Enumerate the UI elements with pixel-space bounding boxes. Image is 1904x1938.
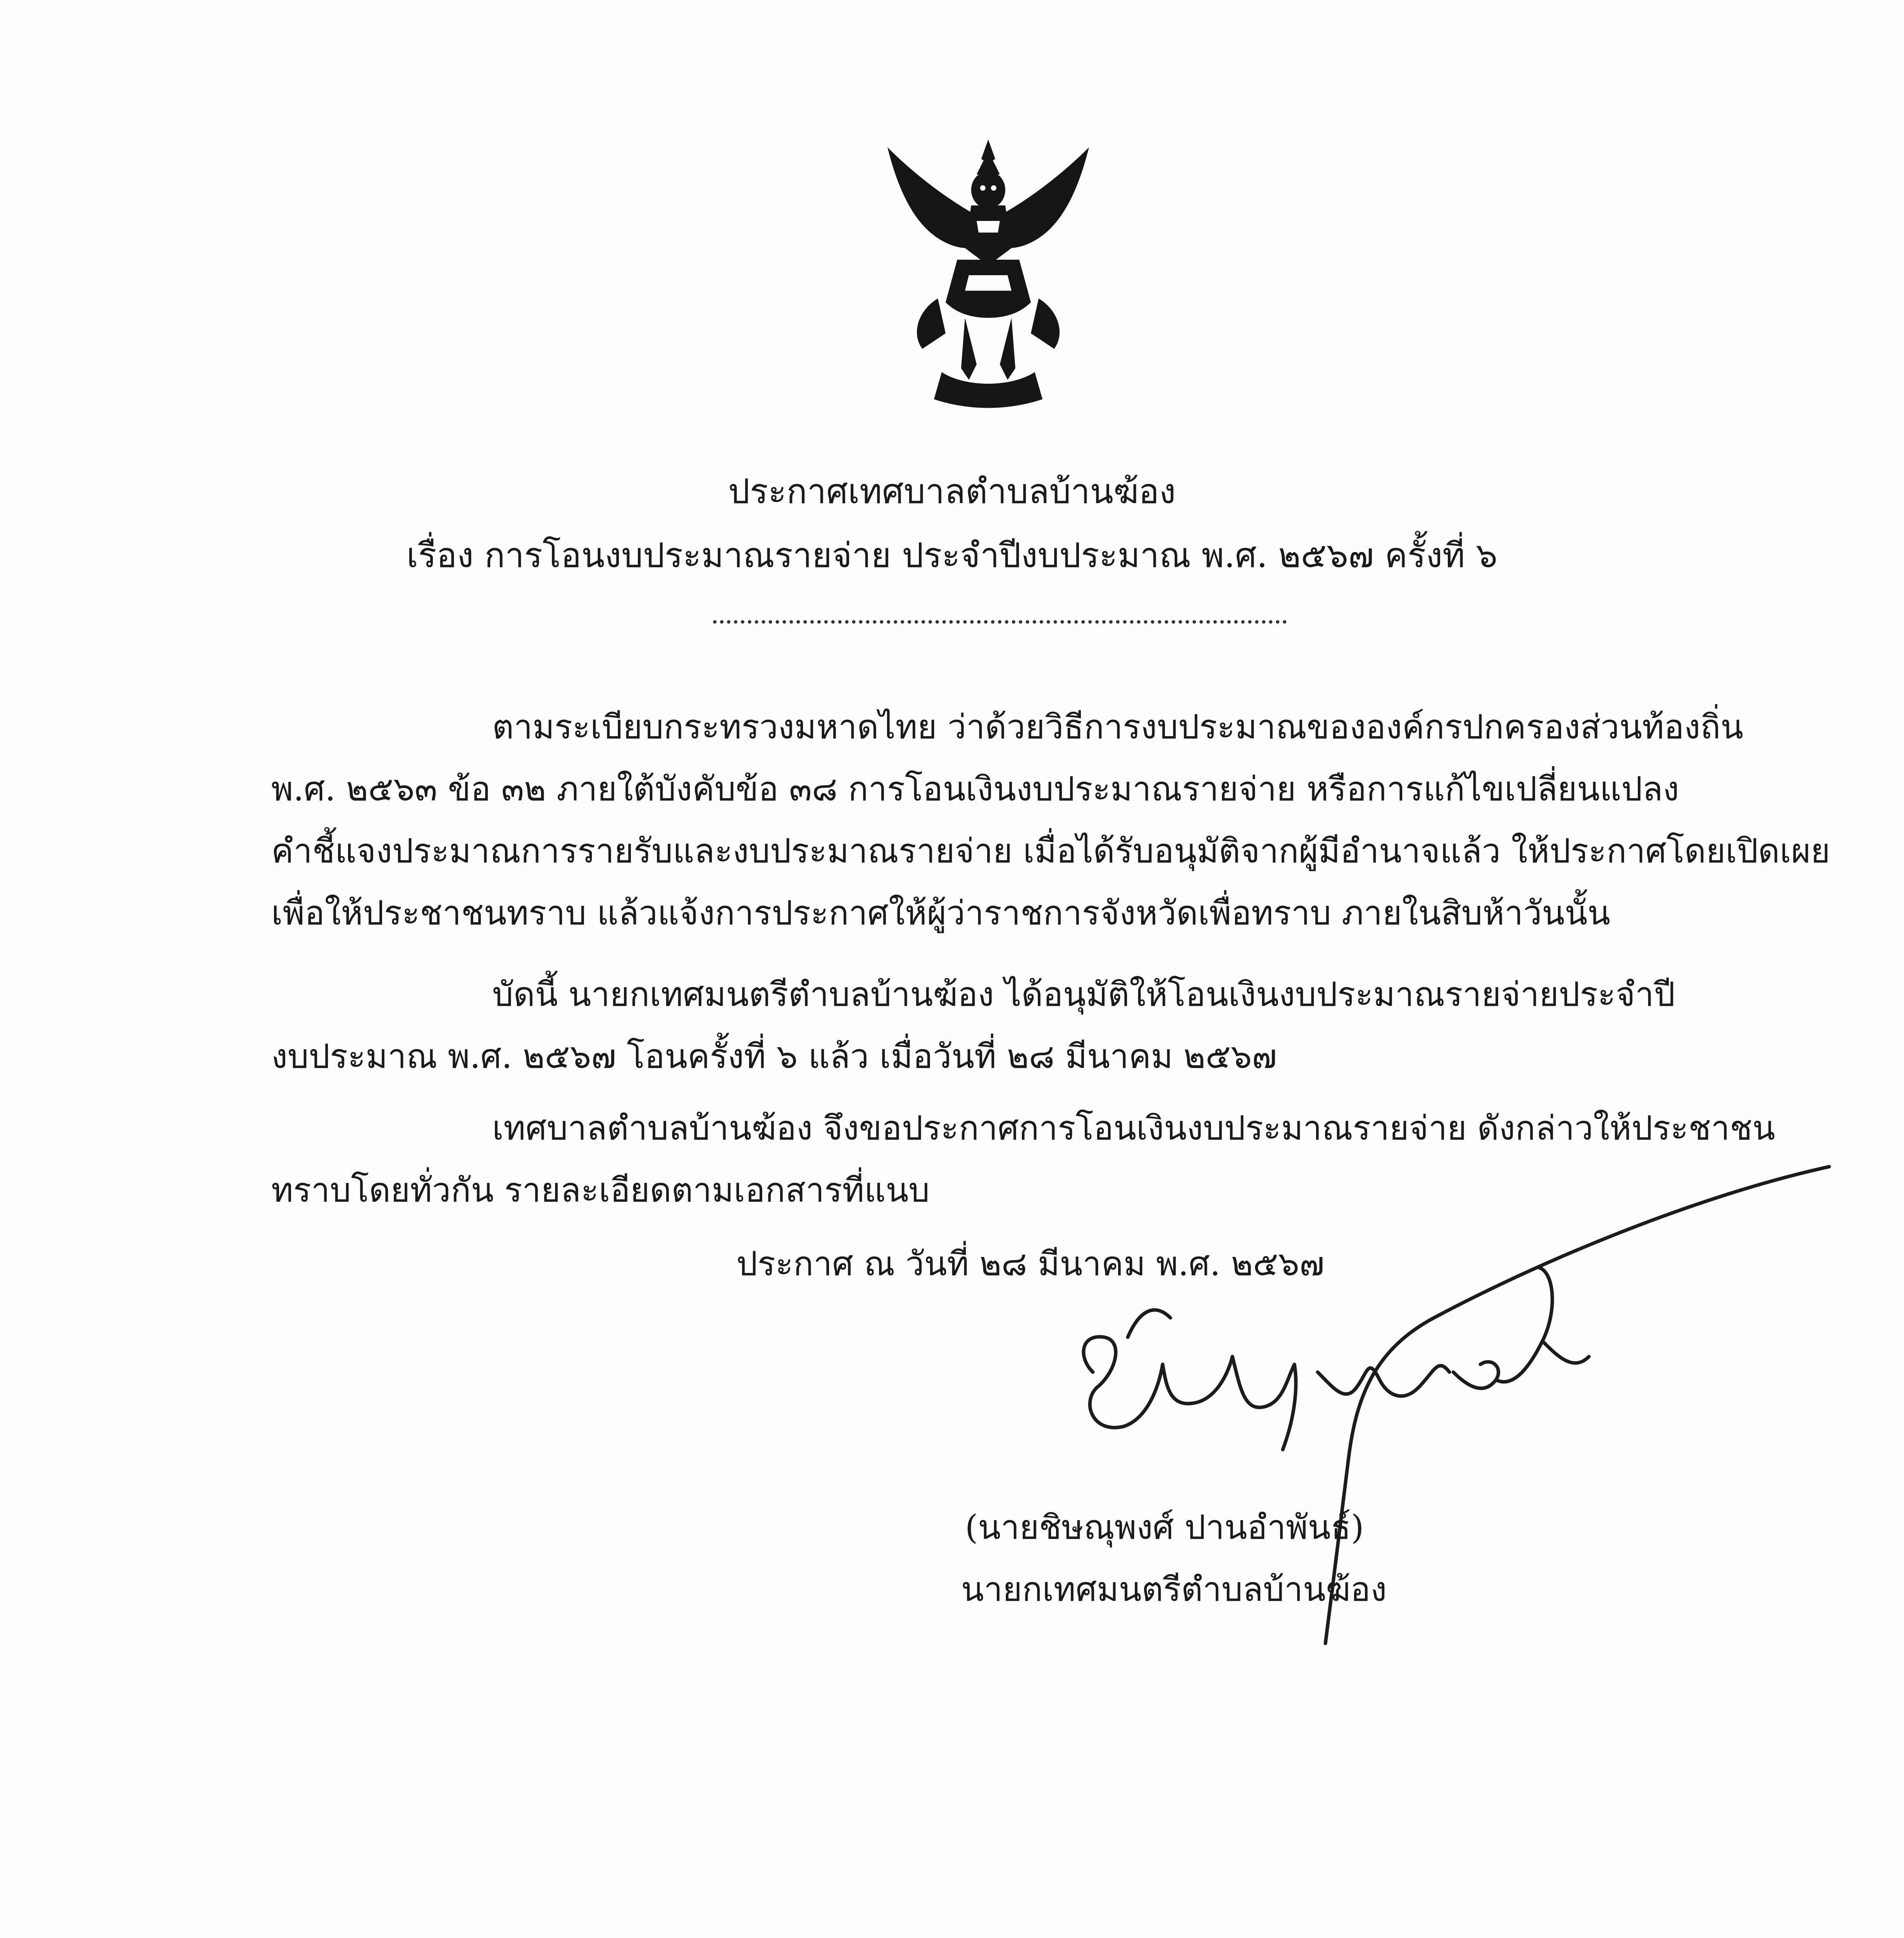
handwritten-signature-icon [1046, 1155, 1852, 1705]
garuda-emblem-icon [880, 132, 1097, 411]
announcement-subject: เรื่อง การโอนงบประมาณรายจ่าย ประจำปีงบประมาณ พ.ศ. ๒๕๖๗ ครั้งที่ ๖ [406, 535, 1498, 575]
paragraph-1-line-3: คำชี้แจงประมาณการรายรับและงบประมาณรายจ่าย เมื่อได้รับอนุมัติจากผู้มีอำนาจแล้ว ให้ประกาศโดยเปิดเผย [271, 832, 1830, 871]
paragraph-3-line-1: เทศบาลตำบลบ้านฆ้อง จึงขอประกาศการโอนเงินงบประมาณรายจ่าย ดังกล่าวให้ประชาชน [492, 1109, 1775, 1148]
paragraph-1-line-2: พ.ศ. ๒๕๖๓ ข้อ ๓๒ ภายใต้บังคับข้อ ๓๘ การโอนเงินงบประมาณรายจ่าย หรือการแก้ไขเปลี่ยนแปลง [271, 770, 1679, 809]
paragraph-2-line-2: งบประมาณ พ.ศ. ๒๕๖๗ โอนครั้งที่ ๖ แล้ว เมื่อวันที่ ๒๘ มีนาคม ๒๕๖๗ [271, 1037, 1277, 1076]
signatory-name: (นายชิษณุพงศ์ ปานอำพันธ์) [965, 1508, 1364, 1547]
paragraph-1-line-1: ตามระเบียบกระทรวงมหาดไทย ว่าด้วยวิธีการงบประมาณขององค์กรปกครองส่วนท้องถิ่น [492, 708, 1744, 747]
signatory-position: นายกเทศมนตรีตำบลบ้านฆ้อง [961, 1570, 1387, 1609]
announcement-title: ประกาศเทศบาลตำบลบ้านฆ้อง [728, 471, 1176, 511]
paragraph-2-line-1: บัดนี้ นายกเทศมนตรีตำบลบ้านฆ้อง ได้อนุมัติให้โอนเงินงบประมาณรายจ่ายประจำปี [492, 975, 1675, 1014]
dotted-divider [713, 620, 1287, 624]
paragraph-3-line-2: ทราบโดยทั่วกัน รายละเอียดตามเอกสารที่แนบ [271, 1171, 930, 1210]
paragraph-1-line-4: เพื่อให้ประชาชนทราบ แล้วแจ้งการประกาศให้ผู้ว่าราชการจังหวัดเพื่อทราบ ภายในสิบห้าวันนั้น [271, 894, 1610, 933]
announcement-date: ประกาศ ณ วันที่ ๒๘ มีนาคม พ.ศ. ๒๕๖๗ [736, 1245, 1325, 1283]
